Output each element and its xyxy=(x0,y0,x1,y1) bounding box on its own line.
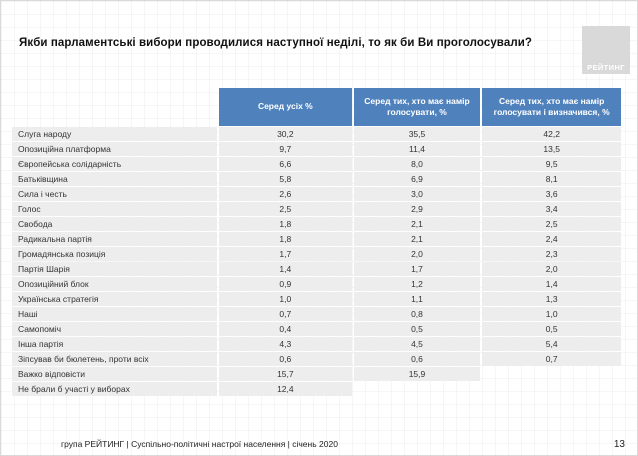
column-header-intend-to-vote: Серед тих, хто має намір голосувати, % xyxy=(354,88,481,126)
table-row xyxy=(12,352,621,366)
table-header-row xyxy=(12,88,621,126)
value-cell: 8,0 xyxy=(354,157,481,171)
value-cell: 9,5 xyxy=(482,157,621,171)
value-cell: 2,0 xyxy=(354,247,481,261)
party-name-cell: Інша партія xyxy=(12,337,217,351)
value-cell: 0,9 xyxy=(219,277,352,291)
value-cell: 15,9 xyxy=(354,367,481,381)
table-row xyxy=(12,292,621,306)
value-cell: 6,9 xyxy=(354,172,481,186)
party-name-cell: Не брали б участі у виборах xyxy=(12,382,217,396)
value-cell: 4,3 xyxy=(219,337,352,351)
value-cell: 1,4 xyxy=(219,262,352,276)
value-cell: 1,4 xyxy=(482,277,621,291)
value-cell: 2,3 xyxy=(482,247,621,261)
table-row xyxy=(12,337,621,351)
party-name-cell: Батьківщина xyxy=(12,172,217,186)
table-row xyxy=(12,262,621,276)
value-cell: 0,5 xyxy=(354,322,481,336)
party-name-cell: Сила і честь xyxy=(12,187,217,201)
value-cell: 4,5 xyxy=(354,337,481,351)
table-row xyxy=(12,307,621,321)
value-cell: 13,5 xyxy=(482,142,621,156)
party-name-cell: Наші xyxy=(12,307,217,321)
table-row xyxy=(12,232,621,246)
value-cell: 1,2 xyxy=(354,277,481,291)
party-name-cell: Свобода xyxy=(12,217,217,231)
value-cell: 1,0 xyxy=(219,292,352,306)
table-row xyxy=(12,142,621,156)
value-cell xyxy=(482,367,621,381)
poll-results-table xyxy=(10,87,623,397)
value-cell: 11,4 xyxy=(354,142,481,156)
value-cell: 0,4 xyxy=(219,322,352,336)
value-cell: 1,0 xyxy=(482,307,621,321)
value-cell: 30,2 xyxy=(219,127,352,141)
value-cell: 8,1 xyxy=(482,172,621,186)
party-name-cell: Опозиційна платформа xyxy=(12,142,217,156)
value-cell: 2,9 xyxy=(354,202,481,216)
slide-title: Якби парламентські вибори проводилися наступної неділі, то як би Ви проголосували? xyxy=(19,37,533,49)
value-cell: 2,6 xyxy=(219,187,352,201)
value-cell: 0,7 xyxy=(219,307,352,321)
party-name-cell: Опозиційний блок xyxy=(12,277,217,291)
value-cell: 1,7 xyxy=(219,247,352,261)
value-cell: 3,4 xyxy=(482,202,621,216)
empty-header-cell xyxy=(12,88,217,126)
value-cell: 1,8 xyxy=(219,217,352,231)
value-cell: 2,5 xyxy=(219,202,352,216)
party-name-cell: Голос xyxy=(12,202,217,216)
slide-footer: група РЕЙТИНГ | Суспільно-політичні настрої населення | січень 2020 xyxy=(61,439,338,449)
value-cell: 1,7 xyxy=(354,262,481,276)
table-row xyxy=(12,217,621,231)
table-row xyxy=(12,172,621,186)
value-cell: 1,1 xyxy=(354,292,481,306)
column-header-among-all: Серед усіх % xyxy=(219,88,352,126)
value-cell: 2,5 xyxy=(482,217,621,231)
value-cell: 1,3 xyxy=(482,292,621,306)
value-cell: 2,1 xyxy=(354,217,481,231)
party-name-cell: Європейська солідарність xyxy=(12,157,217,171)
value-cell: 1,8 xyxy=(219,232,352,246)
party-name-cell: Радикальна партія xyxy=(12,232,217,246)
table-row xyxy=(12,247,621,261)
value-cell: 0,5 xyxy=(482,322,621,336)
party-name-cell: Важко відповісти xyxy=(12,367,217,381)
value-cell: 6,6 xyxy=(219,157,352,171)
value-cell: 3,6 xyxy=(482,187,621,201)
table-row xyxy=(12,277,621,291)
party-name-cell: Українська стратегія xyxy=(12,292,217,306)
table-body xyxy=(12,127,621,396)
table-row xyxy=(12,127,621,141)
party-name-cell: Громадянська позиція xyxy=(12,247,217,261)
table-row xyxy=(12,187,621,201)
table-row xyxy=(12,157,621,171)
value-cell: 3,0 xyxy=(354,187,481,201)
value-cell: 35,5 xyxy=(354,127,481,141)
value-cell: 5,4 xyxy=(482,337,621,351)
table-row xyxy=(12,322,621,336)
table-row xyxy=(12,382,621,396)
party-name-cell: Партія Шарія xyxy=(12,262,217,276)
value-cell: 9,7 xyxy=(219,142,352,156)
party-name-cell: Зіпсував би бюлетень, проти всіх xyxy=(12,352,217,366)
value-cell: 2,0 xyxy=(482,262,621,276)
value-cell: 15,7 xyxy=(219,367,352,381)
value-cell: 0,7 xyxy=(482,352,621,366)
value-cell: 12,4 xyxy=(219,382,352,396)
value-cell: 5,8 xyxy=(219,172,352,186)
party-name-cell: Самопоміч xyxy=(12,322,217,336)
value-cell: 0,6 xyxy=(219,352,352,366)
value-cell: 2,4 xyxy=(482,232,621,246)
column-header-intend-and-decided: Серед тих, хто має намір голосувати і визначився, % xyxy=(482,88,621,126)
value-cell xyxy=(482,382,621,396)
rating-logo-label: РЕЙТИНГ xyxy=(587,63,625,72)
value-cell: 0,6 xyxy=(354,352,481,366)
table-row xyxy=(12,202,621,216)
party-name-cell: Слуга народу xyxy=(12,127,217,141)
value-cell: 2,1 xyxy=(354,232,481,246)
value-cell: 42,2 xyxy=(482,127,621,141)
rating-group-logo xyxy=(582,26,630,74)
value-cell: 0,8 xyxy=(354,307,481,321)
table-row xyxy=(12,367,621,381)
page-number: 13 xyxy=(613,439,625,450)
value-cell xyxy=(354,382,481,396)
